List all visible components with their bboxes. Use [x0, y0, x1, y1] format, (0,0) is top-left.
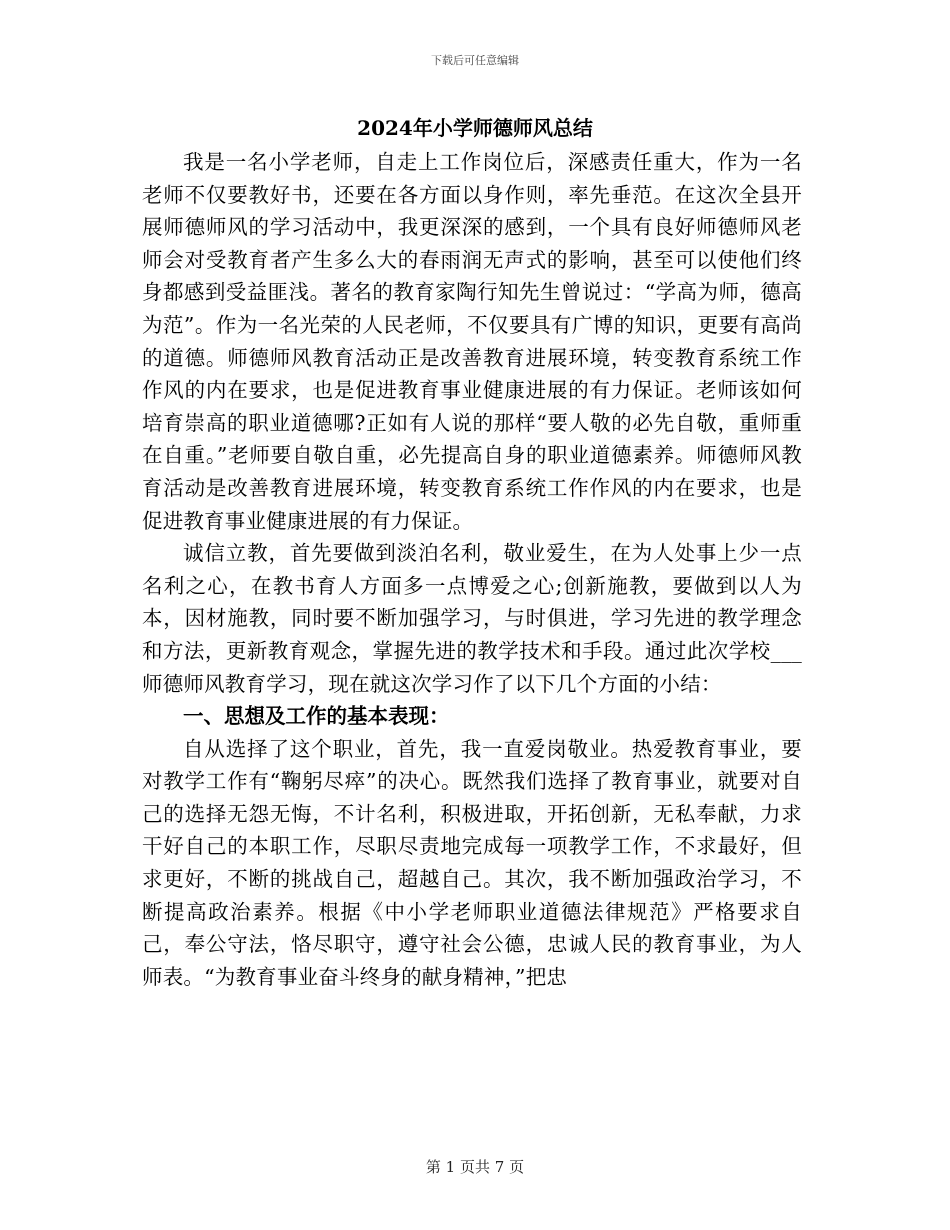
paragraph-section-one: 自从选择了这个职业，首先，我一直爱岗敬业。热爱教育事业，要对教学工作有“鞠躬尽瘁”的决心。既然我们选择了教育事业，就要对自己的选择无怨无悔，不计名利，积极进取，开拓创新，无私奉献，力求干好自己的本职工作，尽职尽责地完成每一项教学工作，不求最好，但求更好，不断的挑战自己，超越自己。其次，我不断加强政治学习，不断提高政治素养。根据《中小学老师职业道德法律规范》严格要求自己，奉公守法，恪尽职守，遵守社会公德，忠诚人民的教育事业，为人师表。“为教育事业奋斗终身的献身精神，”把忠	[142, 736, 802, 989]
paragraph-integrity: 诚信立教，首先要做到淡泊名利，敬业爱生，在为人处事上少一点名利之心，在教书育人方面多一点博爱之心;创新施教，要做到以人为本，因材施教，同时要不断加强学习，与时俱进，学习先进的教学理念和方法，更新教育观念，掌握先进的教学技术和手段。通过此次学校___师德师风教育学习，现在就这次学习作了以下几个方面的小结：	[142, 541, 802, 696]
header-note: 下载后可任意编辑	[431, 54, 519, 67]
paragraph-intro: 我是一名小学老师，自走上工作岗位后，深感责任重大，作为一名老师不仅要教好书，还要在各方面以身作则，率先垂范。在这次全县开展师德师风的学习活动中，我更深深的感到，一个具有良好师德师风老师会对受教育者产生多么大的春雨润无声式的影响，甚至可以使他们终身都感到受益匪浅。著名的教育家陶行知先生曾说过：“学高为师，德高为范”。作为一名光荣的人民老师，不仅要具有广博的知识，更要有高尚的道德。师德师风教育活动正是改善教育进展环境，转变教育系统工作作风的内在要求，也是促进教育事业健康进展的有力保证。老师该如何培育崇高的职业道德哪?正如有人说的那样“要人敬的必先自敬，重师重在自重。”老师要自敬自重，必先提高自身的职业道德素养。师德师风教育活动是改善教育进展环境，转变教育系统工作作风的内在要求，也是促进教育事业健康进展的有力保证。	[142, 150, 802, 533]
section-heading: 一、思想及工作的基本表现：	[183, 704, 450, 729]
page-indicator: 第 1 页共 7 页	[425, 1158, 525, 1176]
document-body	[142, 146, 802, 993]
document-title: 2024年小学师德师风总结	[357, 116, 593, 140]
